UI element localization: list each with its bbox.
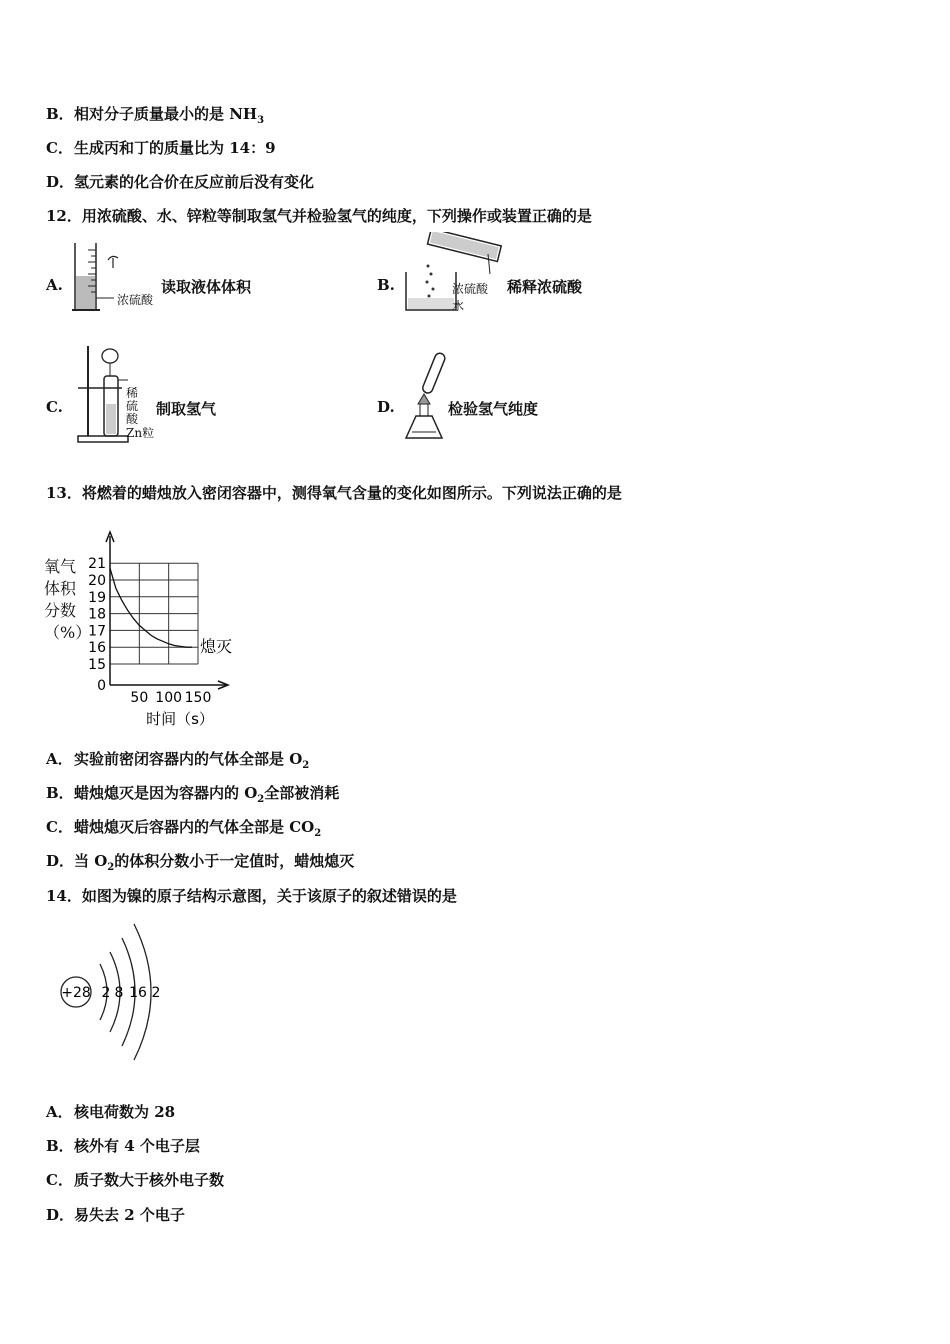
- q11-option-c[interactable]: [46, 137, 276, 158]
- q14-option-c[interactable]: [46, 1169, 224, 1190]
- option-text: 蜡烛熄灭后容器内的气体全部是 CO: [74, 818, 315, 836]
- extinguish-annotation: 熄灭: [200, 637, 233, 657]
- option-text: 蜡烛熄灭是因为容器内的 O: [74, 784, 258, 802]
- option-text: 当 O: [74, 852, 108, 870]
- x-axis-label: 时间（s）: [146, 710, 214, 728]
- chart-ylabel-line: 体积: [44, 579, 77, 598]
- fig-label-conc-acid-b: 浓硫酸: [452, 282, 489, 296]
- fig-label-dilute-3: 酸: [126, 412, 139, 426]
- q14-option-a[interactable]: [46, 1101, 175, 1122]
- x-tick-label: 50: [130, 690, 149, 706]
- fig-label-dilute-1: 稀: [126, 386, 139, 400]
- shell-electrons: 2: [151, 985, 161, 1001]
- q12-b-letter[interactable]: B.: [377, 276, 395, 294]
- option-letter: D．: [46, 1206, 75, 1224]
- option-letter: B．: [46, 105, 74, 123]
- subscript: 2: [107, 862, 115, 873]
- oxygen-content-chart: [88, 528, 248, 728]
- chart-ylabel-line: 分数: [44, 601, 77, 620]
- option-letter: C．: [46, 139, 73, 157]
- q11-option-d[interactable]: [46, 171, 314, 192]
- q12-c-caption: 制取氢气: [156, 400, 217, 418]
- nucleus-charge: +28: [61, 985, 91, 1001]
- chart-ylabel-line: 氧气: [44, 557, 77, 576]
- y-tick-label: 15: [88, 657, 106, 673]
- x-tick-label: 100: [155, 690, 183, 706]
- fig-label-zn: Zn粒: [126, 426, 155, 440]
- q12-a-caption: 读取液体体积: [161, 278, 252, 296]
- q14-stem: 14．如图为镍的原子结构示意图，关于该原子的叙述错误的是: [46, 887, 457, 905]
- option-text: 核外有 4 个电子层: [74, 1137, 200, 1155]
- y-tick-label: 20: [88, 573, 106, 589]
- y-tick-label: 21: [88, 556, 106, 573]
- q13-option-a[interactable]: [46, 748, 309, 771]
- option-letter: C．: [46, 818, 73, 836]
- fig-label-dilute-2: 硫: [126, 399, 139, 413]
- subscript: 3: [257, 115, 265, 126]
- option-letter: A．: [46, 750, 73, 768]
- option-text: 实验前密闭容器内的气体全部是 O: [74, 750, 303, 768]
- option-text: 质子数大于核外电子数: [74, 1171, 225, 1189]
- option-letter: B．: [46, 1137, 74, 1155]
- shell-electrons: 2: [101, 985, 111, 1001]
- q13-option-b[interactable]: [46, 782, 339, 805]
- q12-b-caption: 稀释浓硫酸: [507, 278, 583, 296]
- subscript: 2: [314, 828, 322, 839]
- chart-ylabel: [44, 556, 91, 644]
- option-text: 核电荷数为 28: [74, 1103, 176, 1121]
- option-letter: A．: [46, 1103, 73, 1121]
- y-tick-label: 0: [97, 678, 106, 694]
- y-tick-label: 18: [88, 606, 106, 623]
- q13-stem: 13．将燃着的蜡烛放入密闭容器中，测得氧气含量的变化如图所示。下列说法正确的是: [46, 484, 622, 502]
- option-text-tail: 全部被消耗: [264, 784, 340, 802]
- fig-label-conc-acid: 浓硫酸: [117, 293, 154, 307]
- q12-d-letter[interactable]: D.: [377, 398, 395, 416]
- option-text: 氢元素的化合价在反应前后没有变化: [74, 173, 315, 191]
- option-text: 易失去 2 个电子: [74, 1206, 185, 1224]
- q11-option-b[interactable]: [46, 103, 264, 126]
- q13-option-c[interactable]: [46, 816, 321, 839]
- q12-a-letter[interactable]: A.: [46, 276, 63, 294]
- q12-d-caption: 检验氢气纯度: [448, 400, 539, 418]
- q14-option-b[interactable]: [46, 1135, 200, 1156]
- y-tick-label: 19: [88, 589, 106, 606]
- subscript: 2: [302, 760, 310, 771]
- q14-option-d[interactable]: [46, 1204, 185, 1225]
- option-letter: C．: [46, 1171, 73, 1189]
- option-letter: D．: [46, 852, 75, 870]
- fig-label-water: 水: [452, 299, 465, 313]
- nickel-atom-diagram: [56, 918, 176, 1068]
- option-text: 生成丙和丁的质量比为 14：9: [74, 139, 276, 157]
- q12-stem: 12．用浓硫酸、水、锌粒等制取氢气并检验氢气的纯度，下列操作或装置正确的是: [46, 207, 592, 225]
- y-tick-label: 17: [88, 623, 106, 640]
- shell-electrons: 8: [114, 985, 124, 1001]
- option-letter: B．: [46, 784, 74, 802]
- option-letter: D．: [46, 173, 75, 191]
- x-tick-label: 150: [184, 690, 212, 706]
- option-text-tail: 的体积分数小于一定值时，蜡烛熄灭: [114, 852, 355, 870]
- subscript: 2: [257, 794, 265, 805]
- chart-ylabel-line: （%）: [44, 623, 92, 642]
- q12-c-letter[interactable]: C.: [46, 398, 63, 416]
- q13-option-d[interactable]: [46, 850, 354, 873]
- shell-electrons: 16: [129, 985, 147, 1001]
- y-tick-label: 16: [88, 640, 106, 657]
- option-text: 相对分子质量最小的是 NH: [74, 105, 258, 123]
